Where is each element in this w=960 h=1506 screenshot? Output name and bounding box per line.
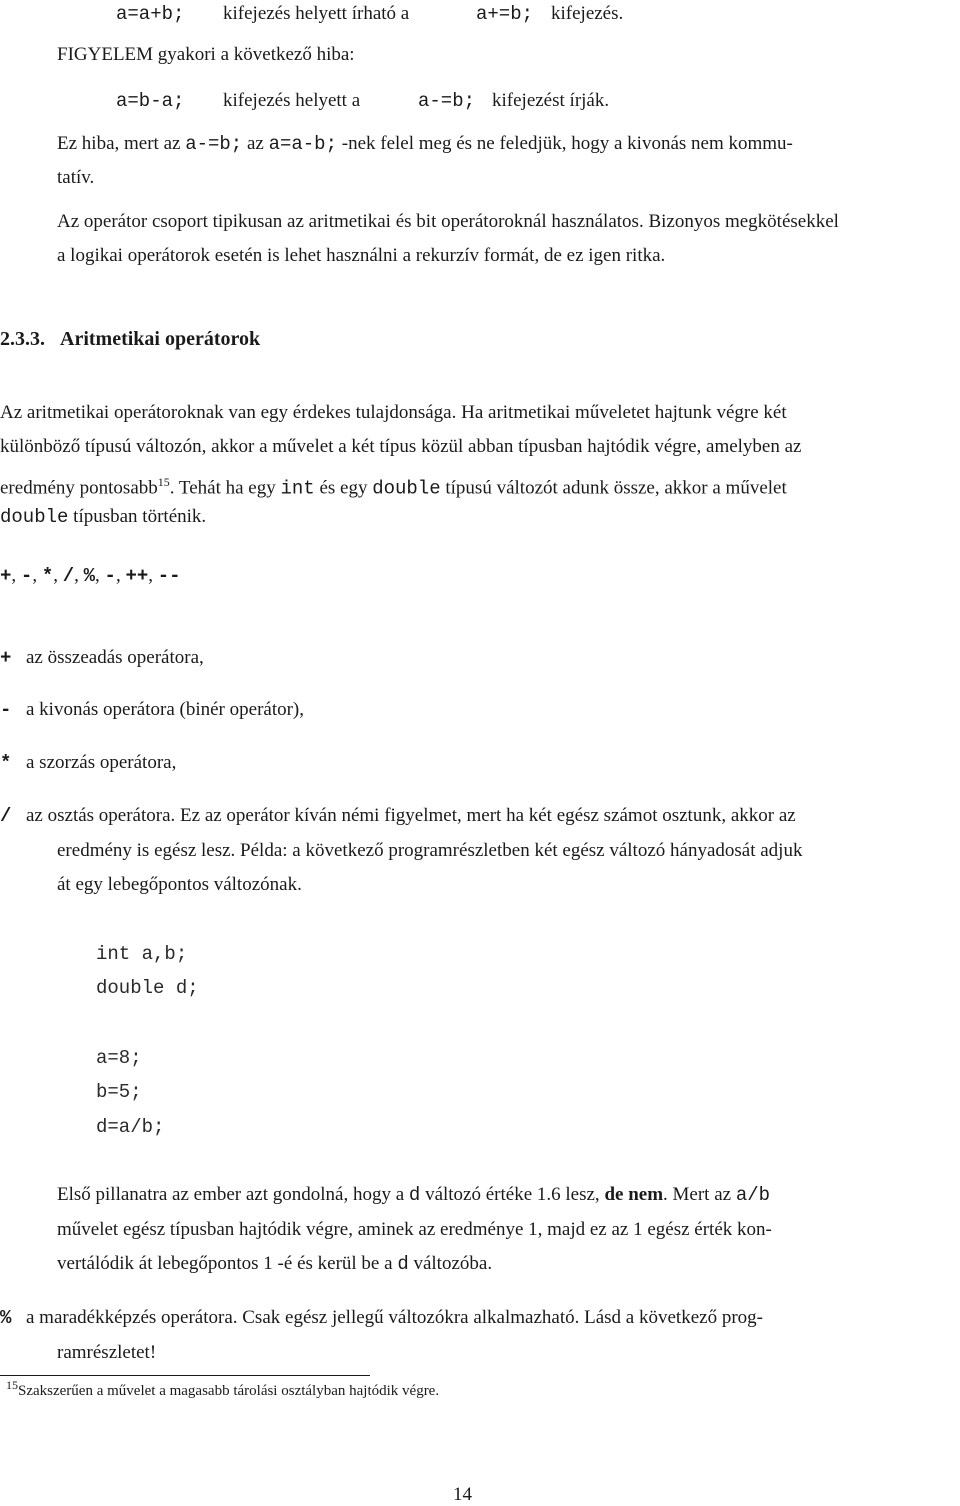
def-text: ramrészletet! — [57, 1342, 157, 1363]
text: . Tehát ha egy — [169, 477, 276, 499]
code-line: a=8; — [96, 1047, 142, 1069]
def-text: át egy lebegőpontos változónak. — [57, 874, 302, 895]
text: . Mert az — [663, 1184, 732, 1205]
code-inline: a-=b; — [418, 90, 476, 112]
section-number: 2.3.3. — [0, 328, 45, 350]
footnote-rule — [0, 1375, 370, 1376]
code-inline: d — [408, 1184, 421, 1206]
code-inline: a+=b; — [476, 3, 534, 25]
text: típusban történik. — [73, 506, 207, 527]
code-inline: a=a+b; — [116, 3, 185, 25]
paragraph-line — [0, 505, 206, 529]
text: vertálódik át lebegőpontos 1 -é és kerül be a — [57, 1253, 393, 1274]
paragraph-line: különböző típusú változón, akkor a művelet a két típus közül abban típusban hajtódik végre, amelyben az — [0, 436, 802, 457]
operator-list: +, -, *, /, %, -, ++, -- — [0, 565, 181, 587]
code-inline: a=b-a; — [116, 90, 185, 112]
text: és egy — [319, 477, 368, 499]
operator: % — [83, 565, 96, 587]
section-heading — [0, 327, 260, 351]
code-line: b=5; — [96, 1081, 142, 1103]
operator: * — [41, 565, 54, 587]
def-symbol: * — [0, 752, 12, 774]
explain-line-1 — [57, 132, 793, 156]
operator: ++ — [125, 565, 149, 587]
text: típusú változót adunk össze, akkor a művelet — [445, 477, 787, 499]
text: kifejezés helyett írható a — [223, 3, 410, 24]
text: -nek felel meg és ne feledjük, hogy a kivonás nem kommu- — [341, 133, 793, 154]
operator: - — [104, 565, 116, 587]
footnote-ref: 15 — [157, 475, 170, 489]
code-inline: double — [372, 477, 441, 500]
def-symbol: % — [0, 1307, 12, 1329]
def-symbol: + — [0, 647, 12, 669]
page-number: 14 — [453, 1484, 472, 1505]
def-text: az osztás operátora. Ez az operátor kíván némi figyelmet, mert ha két egész számot osztunk, akkor az — [26, 805, 796, 826]
def-text: a szorzás operátora, — [26, 752, 177, 773]
paragraph-line: művelet egész típusban hajtódik végre, aminek az eredménye 1, majd ez az 1 egész érték kon- — [57, 1219, 772, 1240]
text: Első pillanatra az ember azt gondolná, hogy a — [57, 1184, 405, 1205]
code-inline: double — [0, 506, 69, 528]
operator: - — [20, 565, 33, 587]
code-inline: a=a-b; — [268, 133, 337, 155]
code-line: d=a/b; — [96, 1116, 165, 1138]
code-line: double d; — [96, 977, 199, 999]
code-inline: a/b — [735, 1184, 771, 1206]
operator: -- — [157, 565, 181, 587]
code-inline: int — [280, 477, 315, 500]
def-text: eredmény is egész lesz. Példa: a következő programrészletben két egész változó hányadosát adjuk — [57, 840, 803, 861]
text: kifejezés helyett a — [223, 90, 361, 111]
paragraph-line — [0, 470, 787, 500]
text: az — [246, 133, 264, 154]
emphasis: de nem — [604, 1184, 664, 1205]
footnote-text: Szakszerűen a művelet a magasabb tárolási osztályban hajtódik végre. — [18, 1383, 440, 1399]
def-symbol: / — [0, 805, 12, 827]
code-line: int a,b; — [96, 943, 188, 965]
operator: + — [0, 565, 12, 587]
text: változóba. — [413, 1253, 493, 1274]
text: Ez hiba, mert az — [57, 133, 181, 154]
text: eredmény pontosabb — [0, 477, 158, 499]
code-inline: d — [397, 1253, 409, 1275]
footnote-number: 15 — [6, 1378, 18, 1392]
paragraph-line — [57, 1252, 492, 1276]
section-title: Aritmetikai operátorok — [60, 328, 261, 350]
def-text: az összeadás operátora, — [26, 647, 204, 668]
def-text: a kivonás operátora (binér operátor), — [26, 699, 305, 720]
text: kifejezés. — [551, 3, 624, 24]
paragraph-line — [57, 1183, 770, 1207]
paragraph-line: Az operátor csoport tipikusan az aritmetikai és bit operátoroknál használatos. Bizonyos megkötésekkel — [57, 211, 839, 232]
paragraph-line: Az aritmetikai operátoroknak van egy érdekes tulajdonsága. Ha aritmetikai műveletet hajtunk végre két — [0, 402, 787, 423]
text: kifejezést írják. — [492, 90, 610, 111]
operator: / — [62, 565, 75, 587]
explain-line-2: tatív. — [57, 167, 95, 188]
def-symbol: - — [0, 699, 12, 721]
code-inline: a-=b; — [185, 133, 243, 155]
paragraph-line: a logikai operátorok esetén is lehet használni a rekurzív formát, de ez igen ritka. — [57, 245, 666, 266]
footnote — [6, 1378, 439, 1400]
text: változó értéke 1.6 lesz, — [425, 1184, 600, 1205]
warning-text: FIGYELEM gyakori a következő hiba: — [57, 44, 355, 65]
def-text: a maradékképzés operátora. Csak egész jellegű változókra alkalmazható. Lásd a következő prog- — [26, 1307, 763, 1328]
